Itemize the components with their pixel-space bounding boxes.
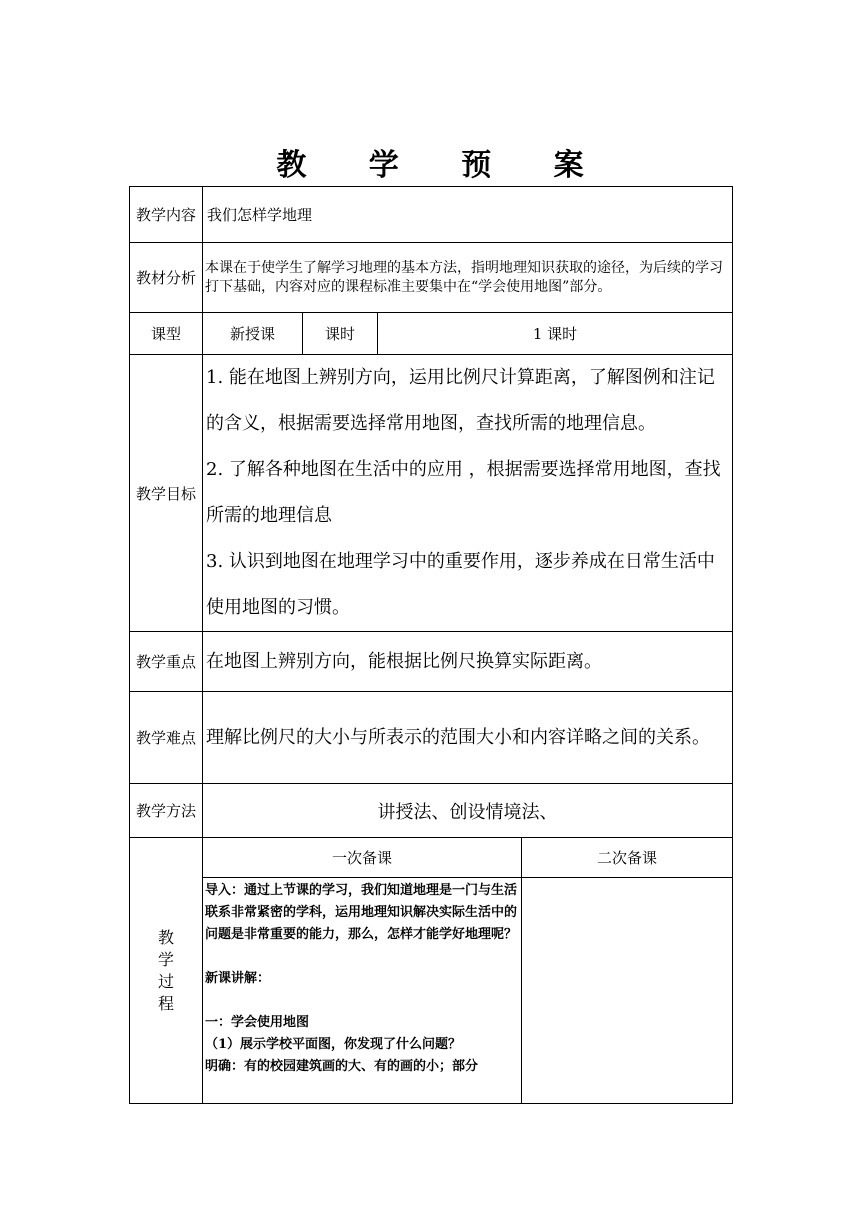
row-process-body [130, 878, 733, 1104]
value-content: 我们怎样学地理 [203, 187, 733, 243]
section-heading: 一：学会使用地图 [205, 1015, 310, 1030]
row-analysis [130, 243, 733, 313]
process-char: 教 [157, 927, 174, 947]
process-char: 学 [157, 949, 174, 969]
process-char: 程 [157, 993, 174, 1013]
goal-item: 2. 了解各种地图在生活中的应用 ，根据需要选择常用地图，查找所需的地理信息 [206, 459, 721, 526]
label-hours: 课时 [303, 313, 378, 355]
row-goals [130, 355, 733, 632]
row-difficulty [130, 692, 733, 784]
intro-text: 导入：通过上节课的学习，我们知道地理是一门与生活联系非常紧密的学科，运用地理知识解决实际生活中的问题是非常重要的能力，那么，怎样才能学好地理呢？ [205, 883, 518, 942]
goal-item: 1. 能在地图上辨别方向，运用比例尺计算距离，了解图例和注记的含义，根据需要选择常用地图，查找所需的地理信息。 [206, 367, 715, 434]
value-key: 在地图上辨别方向，能根据比例尺换算实际距离。 [203, 632, 733, 692]
process-char: 过 [157, 971, 174, 991]
row-method [130, 784, 733, 838]
label-process [130, 838, 203, 1104]
row-process-header [130, 838, 733, 878]
answer-text: 明确：有的校园建筑画的大、有的画的小；部分 [205, 1059, 479, 1074]
item-text: （1）展示学校平面图，你发现了什么问题？ [205, 1037, 462, 1052]
page-title: 教 学 预 案 [276, 148, 610, 183]
header-second-prep: 二次备课 [522, 838, 733, 878]
value-type: 新授课 [203, 313, 303, 355]
label-content: 教学内容 [130, 187, 203, 243]
label-analysis: 教材分析 [130, 243, 203, 313]
second-prep-content [522, 878, 733, 1104]
value-difficulty: 理解比例尺的大小与所表示的范围大小和内容详略之间的关系。 [203, 692, 733, 784]
row-type [130, 313, 733, 355]
row-key [130, 632, 733, 692]
value-hours: 1 课时 [378, 313, 733, 355]
value-method: 讲授法、创设情境法、 [203, 784, 733, 838]
value-goals [203, 355, 733, 632]
label-type: 课型 [130, 313, 203, 355]
value-analysis: 本课在于使学生了解学习地理的基本方法，指明地理知识获取的途径，为后续的学习打下基础，内容对应的课程标准主要集中在“学会使用地图”部分。 [203, 243, 733, 313]
label-goals: 教学目标 [130, 355, 203, 632]
goal-item: 3. 认识到地图在地理学习中的重要作用，逐步养成在日常生活中使用地图的习惯。 [206, 551, 715, 618]
label-key: 教学重点 [130, 632, 203, 692]
row-content [130, 187, 733, 243]
header-first-prep: 一次备课 [203, 838, 522, 878]
lesson-plan-table [129, 186, 733, 1104]
label-difficulty: 教学难点 [130, 692, 203, 784]
first-prep-content [203, 878, 522, 1104]
label-method: 教学方法 [130, 784, 203, 838]
new-lesson-heading: 新课讲解： [205, 971, 271, 986]
